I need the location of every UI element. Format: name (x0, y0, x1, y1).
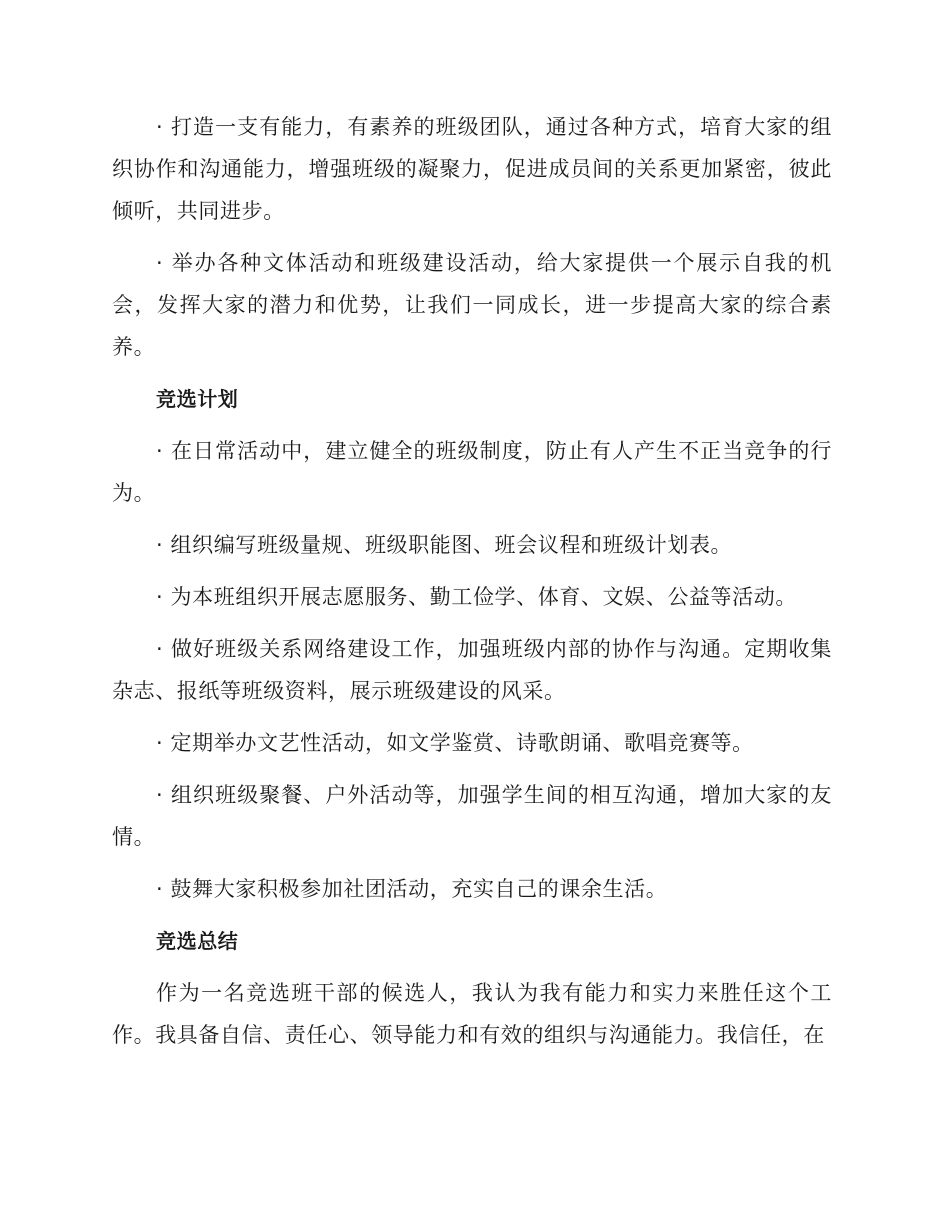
document-page (112, 106, 832, 1066)
plan-item: · 为本班组织开展志愿服务、勤工俭学、体育、文娱、公益等活动。 (156, 585, 797, 609)
plan-item: · 做好班级关系网络建设工作，加强班级内部的协作与沟通。定期收集杂志、报纸等班级资料，展示班级建设的风采。 (112, 637, 832, 703)
heading-campaign-plan: 竞选计划 (156, 387, 239, 411)
plan-item: · 在日常活动中，建立健全的班级制度，防止有人产生不正当竞争的行为。 (112, 439, 832, 505)
plan-item: · 鼓舞大家积极参加社团活动，充实自己的课余生活。 (156, 877, 668, 901)
plan-item: · 定期举办文艺性活动，如文学鉴赏、诗歌朗诵、歌唱竞赛等。 (156, 731, 754, 755)
summary-paragraph: 作为一名竞选班干部的候选人，我认为我有能力和实力来胜任这个工作。我具备自信、责任心、领导能力和有效的组织与沟通能力。我信任，在 (112, 981, 832, 1047)
plan-item: · 组织班级聚餐、户外活动等，加强学生间的相互沟通，增加大家的友情。 (112, 783, 832, 849)
plan-item: · 组织编写班级量规、班级职能图、班会议程和班级计划表。 (156, 533, 733, 557)
paragraph-team-building: · 打造一支有能力，有素养的班级团队，通过各种方式，培育大家的组织协作和沟通能力，增强班级的凝聚力，促进成员间的关系更加紧密，彼此倾听，共同进步。 (112, 115, 832, 223)
paragraph-activities: · 举办各种文体活动和班级建设活动，给大家提供一个展示自我的机会，发挥大家的潜力和优势，让我们一同成长，进一步提高大家的综合素养。 (112, 251, 832, 359)
heading-campaign-summary: 竞选总结 (156, 929, 239, 953)
